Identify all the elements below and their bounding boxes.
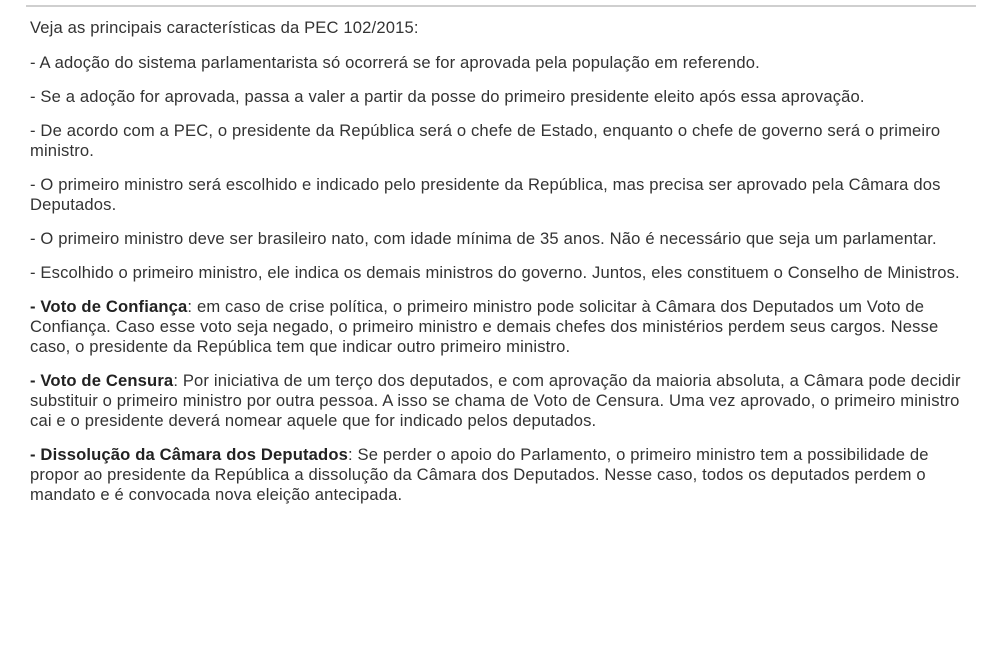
list-item: - De acordo com a PEC, o presidente da República será o chefe de Estado, enquanto o chefe de governo será o primeiro ministro. [30, 121, 941, 160]
list-item: - A adoção do sistema parlamentarista só ocorrerá se for aprovada pela população em referendo. [30, 53, 760, 72]
term-paragraph-voto-confianca [30, 297, 970, 357]
list-item: - Escolhido o primeiro ministro, ele indica os demais ministros do governo. Juntos, eles constituem o Conselho de Ministros. [30, 263, 960, 282]
term-description: : em caso de crise política, o primeiro ministro pode solicitar à Câmara dos Deputados um Voto de Confiança. Caso esse voto seja negado, o primeiro ministro e demais chefes dos ministérios perdem seus cargos. Nesse caso, o presidente da República tem que indicar outro primeiro ministro. [30, 297, 939, 356]
term-dissolucao-camara: - Dissolução da Câmara dos Deputados [30, 445, 348, 464]
term-description: : Por iniciativa de um terço dos deputados, e com aprovação da maioria absoluta, a Câmara pode decidir substituir o primeiro ministro por outra pessoa. A isso se chama de Voto de Censura. Uma vez aprovado, o primeiro ministro cai e o presidente deverá nomear aquele que for indicado pelos deputados. [30, 371, 961, 430]
term-paragraph-voto-censura [30, 371, 970, 431]
top-divider [26, 5, 976, 7]
term-description: : Se perder o apoio do Parlamento, o primeiro ministro tem a possibilidade de propor ao presidente da República a dissolução da Câmara dos Deputados. Nesse caso, todos os deputados perdem o mandato e é convocada nova eleição antecipada. [30, 445, 929, 504]
list-item: - Se a adoção for aprovada, passa a valer a partir da posse do primeiro presidente eleito após essa aprovação. [30, 87, 865, 106]
term-voto-confianca: - Voto de Confiança [30, 297, 188, 316]
intro-paragraph: Veja as principais características da PEC 102/2015: [30, 18, 419, 37]
term-voto-censura: - Voto de Censura [30, 371, 174, 390]
article-body [30, 18, 970, 519]
list-item: - O primeiro ministro deve ser brasileiro nato, com idade mínima de 35 anos. Não é necessário que seja um parlamentar. [30, 229, 937, 248]
term-paragraph-dissolucao [30, 445, 970, 505]
list-item: - O primeiro ministro será escolhido e indicado pelo presidente da República, mas precisa ser aprovado pela Câmara dos Deputados. [30, 175, 941, 214]
